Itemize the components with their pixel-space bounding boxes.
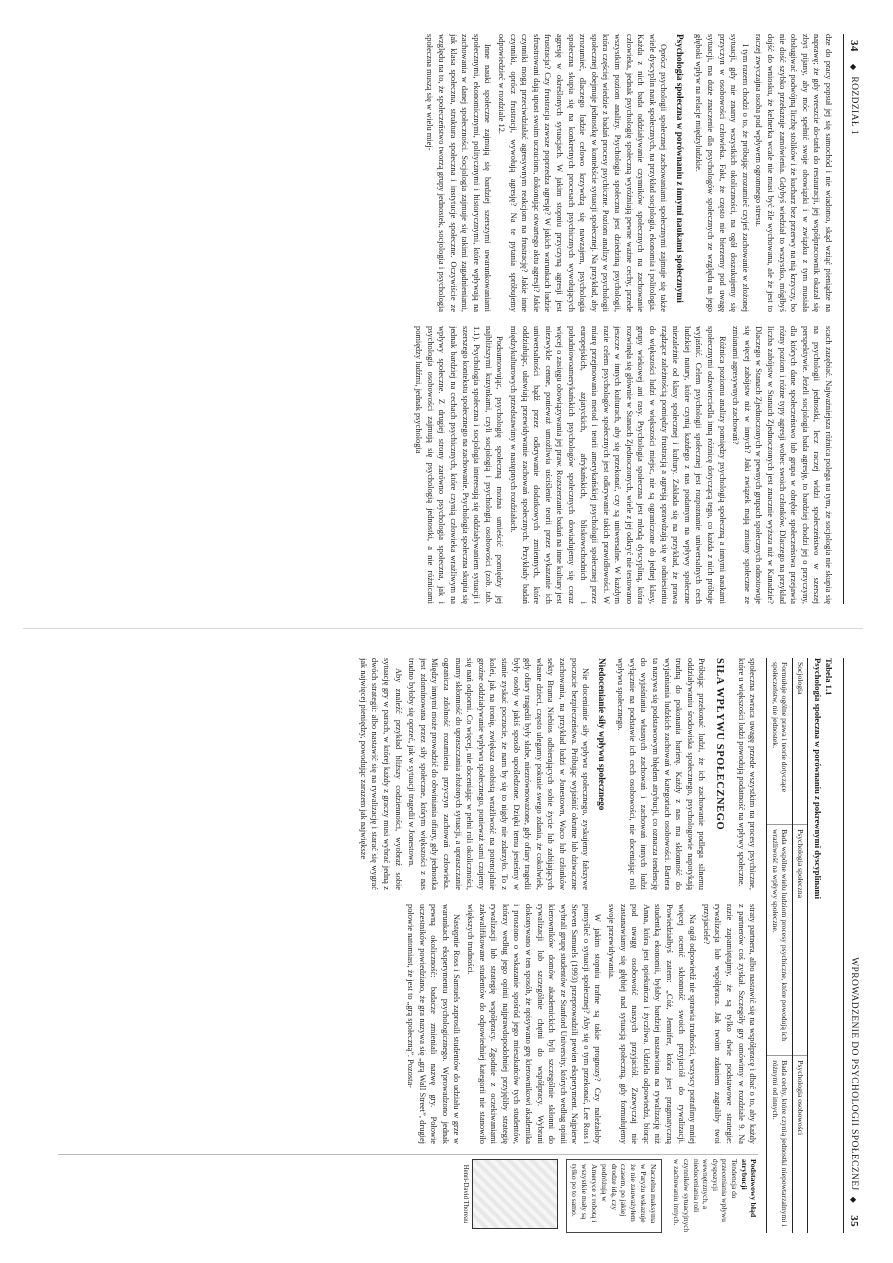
right-page [0, 636, 893, 1263]
paragraph: Inne nauki społeczne zajmują się bardziej szerszymi uwarunkowaniami społecznymi, ekonomicznymi, politycznymi i historycznymi, które wpływają na zachowania w danej społeczności. Socjologia zajmuje się takimi zagadnieniami, jak klasa społeczna, struktura społeczna i instytucje społeczne. Oczywiście ze względu na to, że społeczeństwo tworzą grupy jednostek, socjologia i psychologia społeczna muszą się w wielu miej- [425, 34, 493, 312]
margin-quote [462, 1159, 662, 1233]
table-row [767, 658, 793, 1233]
paragraph: Nie docenianie siły wpływu społecznego, zyskujemy fałszywe poczucie bezpieczeństwa. Próbując wyjaśnić okrutne lub dziwaczne zachowania, na przykład ludzi w Jonestown, Waco lub członków sekty Brama Niebios odbierających sobie życie lub zabijających własne dzieci, często ulegamy pokusie swego zdania, że cokolwiek, gdy ofiary tragedii były słabe, niezrównoważone, gdy ofiary tragedii były osoby w jakiś sposób upośledzone. Dzięki temu jesteśmy w stanie zyskać poczucie, że nam by się to nigdy nie zdarzyło. To z kolei, jak na ironię, zwiększa osobistą wrażliwość na potencjalnie groźne oddziaływanie wpływu społecznego, ponieważ sami czujemy się nań odporni. Co więcej, nie doceniając w pełni roli okoliczności, mamy skłonność do upraszczania złożonych sytuacji, a upraszczanie ogranicza zdolność rozumienia przyczyn zachowań człowieka. Między innymi może prowadzić do obwiniania ofiary, gdy jednostka jest zdominowana przez siły społeczne, którym większości z nas trudno byłoby się oprzeć, jak w sytuacji tragedii w Jonestown. [407, 658, 591, 890]
paragraph: straty partnera, albo nastawić się na współpracę i dbać o to, aby każdy z partnerów coś zyskał. Szczegóły gry omówimy w rozdziale 9. Na razie zapamiętajmy, że są tylko dwie podstawowe strategie: rywalizacja lub współpraca. Jak twoim zdaniem zagraliby twoi przyjaciele? [701, 904, 758, 1144]
paragraph: Na ogół odpowiedź nie sprawia trudności, wszyscy potrafimy mniej więcej ocenić skłonność swoich przyjaciół do rywalizacji. Powiedziałbyś zatem: „Cóż, Jennifer, która jest pragmatyczną studentką ekonomii, byłaby bardziej nastawiona na rywalizację niż Anna, która jest opiekuńcza i życzliwa. Udziela odpowiedzi, biorąc pod uwagę osobowość naszych przyjaciół. Zazwyczaj nie zastanawiamy się głębiej nad sytuacją społeczną, gdy formułujemy swoje przewidywania. [607, 904, 698, 1144]
left-page [0, 0, 893, 624]
paragraph: społeczna zwraca uwagę przede wszystkim na procesy psychiczne, które u większości ludzi powodują podatność na wpływy społeczne. [736, 658, 758, 890]
right-page-number: 35 [847, 1215, 860, 1227]
right-page-column-2 [58, 904, 758, 1144]
right-running-head [843, 658, 865, 1233]
table-caption [812, 658, 834, 1233]
table-1-1 [766, 658, 834, 1233]
paragraph: Następnie Ross i Samuels zaprosili studentów do udziału w grze w warunkach eksperymentu psychologicznego. Wprowadzono jednak pewną okoliczność: badacze zmieniali nazwę gry. Połowie uczestników powiedziano, że gra nazywa się „grą Wall Street”, drugiej połowie natomiast, że jest to „grą społeczną”. Pozosta- [406, 904, 462, 1144]
paragraph: dze do pracy popsuł jej się samochód i nie wiadomo, skąd wziąć pieniądze na naprawę; że gdy wreszcie do-tarła do restauracji, jej współpracownik okazał się zbyt pijany, aby móc spełnić swoje obowiązki i w związku z tym musiała obsługiwać podwójną liczbę stolików i że kucharz bez przerwy na nią krzyczy, bo nie dość szybko przekazuje zamówienia. Gdybyś wiedział to wszystko, mógłbyś dojść do wniosku, że kelnerka wcale nie musi być źle wychowana, ale że jest to raczej zwyczajna osoba pod wpływem ogromnego stresu. [754, 34, 833, 312]
paragraph: Oprócz psychologii społecznej zachowaniami społecznymi zajmuje się także wiele dyscyplin nauk społecznych, na przykład socjologia, ekonomia i politologia. Każda z nich bada oddziaływanie czynników społecznych na zachowanie człowieka, jednak psychologię społeczną wyróżniają pewne ważne cechy, przede wszystkim poziom analizy. Psychologia społeczna jest dziedziną psychologii, która częściej wiedzie z badań procesy psychiczne. Poziom analizy w psychologii społecznej obejmuje jednostkę w kontekście sytuacji społecznej. Na przykład, aby zrozumieć, dlaczego ludzie celowo krzywdzą się nawzajem, psychologia społeczna skupia się na konkretnych procesach psychicznych wywołujących agresję w określonych sytuacjach. W jakim stopniu przyczyną agresji jest frustracja? Czy frustracja zawsze poprzedza agresję? W jakich warunkach ludzie sfrustrowani dają upust swoim uczuciom, dokonując otwartego aktu agresji? Jakie czynniki mogą przeciwdziałać agresywnym reakcjom na frustrację? Jakie inne czynniki, oprócz frustracji, wywołują agresję? Na te pytania spróbujemy odpowiedzieć w rozdziale 12. [497, 34, 669, 312]
paragraph: Podsumowując, psychologię społeczną można umieścić pomiędzy jej najbliższymi kuzynkami, czyli socjologią i psychologią osobowości (zob. tab. 1.1). Psychologia społeczna i socjologia interesują się oddziaływaniem sytuacji i szerszego kontekstu społecznego na zachowanie. Psychologia społeczna skupia się jednak bardziej na cechach psychicznych, które czynią człowieka wrażliwym na wpływy społeczne. Z drugiej strony zarówno psychologia społeczna, jak i psychologia osobowości zajmują się psychologią jednostki, a nie różnicami pomiędzy ludźmi, jednak psychologia [414, 326, 505, 604]
left-page-column-2 [12, 326, 834, 604]
table-cell: Formułuje ogólne prawa i teorie dotyczące społeczeństw, nie jednostek. [767, 658, 793, 825]
table-header-cell: Socjologia [793, 658, 808, 825]
section-heading: Niedocenianie siły wpływu społecznego [596, 658, 607, 811]
paragraph: I tym razem chodzi o to, że próbując zrozumieć czyjeś zachowanie w złożonej sytuacji, gdy nie znamy wszystkich okoliczności, na ogół doszukujemy się przyczyn w osobowości człowieka. Fakt, że często nie bierzemy pod uwagę sytuacji, ma duże znaczenie dla psychologów społecznych ze względu na jego głęboki wpływ na relacje międzyludzkie. [694, 34, 750, 312]
table-cell: Bada wspólne wielu ludziom procesy psychiczne, które powodują ich wrażliwość na wpływy społeczne. [767, 825, 793, 1056]
diamond-separator-icon: ◆ [848, 1196, 858, 1204]
diamond-separator-icon: ◆ [848, 63, 858, 71]
left-running-head [843, 34, 865, 604]
glossary-term [672, 1159, 758, 1233]
section-heading: SIŁA WPŁYWU SPOŁECZNEGO [714, 658, 726, 831]
paragraph: Różnica poziomu analizy pomiędzy psychologią społeczną a innymi naukami społecznymi odzwierciedla inną różnicę dotyczącą tego, co każda z nich próbuje wyjaśnić. Celem psychologii społecznej jest rozpoznanie uniwersalnych cech ludzkiej natury, które czynią każdego z nas podatnym na wpływy społeczne niezależnie od klasy społecznej i kultury. Zakłada się na przykład, że prawa rządzące zależnością pomiędzy frustracją a agresją sprawdzają się w odniesieniu do większości ludzi w większości miejsc, nie są ograniczone do jednej klasy, grupy wiekowej ani rasy. Psychologia społeczna jest młodą dyscypliną, która rozwinęła się głównie w Stanach Zjednoczonych, wiele z jej odkryć nie testowano jeszcze w innych kulturach, aby się przekonać, czy są uniwersalne. W każdym razie celem psychologów społecznych jest odkrywanie takich prawidłowości. W miarę przejmowania metod i teorii amerykańskiej psychologii społecznej przez europejskich, azjatyckich, afrykańskich, bliskowschodnich i południowoamerykańskich psychologów społecznych dowiadujemy się coraz więcej o zasięgu obowiązywania jej praw. Rozszerzanie badań na inne kultury jest niezwykle cenne, ponieważ umożliwia uściślenie teorii przez wykazanie ich uniwersalności bądź przez odkrywanie dodatkowych zmiennych, które oddziałując, ułatwiają przewidywanie zachowań społecznych. Przykłady badań międzykulturowych przedstawimy w następnych rozdziałach. [508, 326, 727, 604]
portrait-image [462, 1159, 558, 1229]
left-chapter-label: ROZDZIAŁ 1 [848, 76, 859, 135]
right-chapter-label: WPROWADZENIE DO PSYCHOLOGII SPOŁECZNEJ [848, 957, 859, 1191]
paragraph: Próbując przekonać ludzi, że ich zachowanie podlega silnemu oddziaływaniu środowiska społecznego, psychologowie napotykają trudną do pokonania barierę. Każdy z nas ma skłonność do wyjaśniania ludzkich zachowań w kategoriach osobowości. Bariera ta nazywa się podstawowym błędem atrybucji, co oznacza tendencję do wyjaśniania własnych zachowań i zachowań innych ludzi wyłącznie na podstawie ich cech osobowości, nie doceniając roli wpływu społecznego. [616, 658, 707, 890]
table-label: Tabela 1.1 [824, 658, 834, 696]
glossary-term-definition: Tendencja do przeceniania wpływu dyspozycji wewnętrznych, a niedoceniania roli czynników sytuacyjnych w zachowaniu innych. [672, 1159, 740, 1233]
table-title: Psychologia społeczna w porównaniu z pokrewnymi dyscyplinami [813, 658, 823, 899]
margin-sidebar [58, 1154, 758, 1233]
table-header-cell: Psychologia osobowości [793, 1056, 808, 1233]
paragraph: Aby znaleźć przykład bliższy codzienności, wyobraź sobie sytuację gry w parach, w której każdy z graczy musi wybrać jedną z dwóch strategii: albo nastawić się na rywalizację i starać się wygrać jak najwięcej pieniędzy, powodując zarazem jak największe [358, 658, 403, 890]
right-page-column-1 [58, 658, 758, 890]
section-heading: Psychologia społeczna w porównaniu z innymi naukami społecznymi [674, 34, 685, 303]
right-page-column-2-wrap [58, 904, 758, 1233]
page-gutter [23, 628, 863, 629]
glossary-term-title: Podstawowy błąd atrybucji [739, 1159, 759, 1218]
table-cell: Bada cechy, które czynią jednostki niepowtarzalnymi i różnymi od innych. [767, 1056, 793, 1233]
photo-caption: Henri-David Thoreau [462, 1164, 470, 1224]
table-header-cell: Psychologia społeczna [793, 825, 808, 1056]
left-page-column-1 [12, 34, 834, 312]
paragraph: W jakim stopniu trafne są takie prognozy? Czy należałoby pomyśleć o sytuacji społecznej? Aby się o tym przekonać, Lee Ross i Steven Samuels (1993) przeprowadzili pewien eksperyment. Najpierw wybrali grupę studentów ze Stanford University, których według opinii kierowników domów akademickich byli szczególnie skłonni do rywalizacji lub szczególnie chętni do współpracy. Wybrani dokonywano w ten sposób, że opisywano grę kierownikowi akademika i proszono o wskazanie spośród jego mieszkańców tych studentów, którzy według jego opinii najprawdopodobniej przyjęliby strategię rywalizacji lub strategię współpracy. Zgodnie z oczekiwaniami zakwalifikowane studentów do odpowiedniej kategorii nie stanowiło większych trudności. [465, 904, 603, 1144]
comparison-table [766, 658, 808, 1233]
left-page-number: 34 [847, 40, 860, 52]
paragraph: scach zazębiać. Najważniejsza różnica polega na tym, że socjologia nie skupia się na psychologii jednostki, lecz raczej widzi społeczeństwo w szerszej perspektywie. Jeżeli socjologia bada agresję, to bardziej chodzi jej o przyczyny, dla których dane społeczeństwo lub grupa w obrębie społeczeństwa przejawia różny poziom i różne typy agresji wobec swoich członków. Dlaczego na przykład liczba zabójstw w Stanach Zjednoczonych jest znacznie wyższa niż w Kanadzie? Dlaczego w Stanach Zjednoczonych w pewnych grupach społecznych odnotowuje się więcej zabójstw niż w innych? Jaki związek mają zmiany społeczne ze zmianami agresywnych zachowań? [731, 326, 833, 604]
quote-text: Naczelna maksyma w Paryżu wskazuje że nie zauważyłem czasem, po jakiej drodze idą, czy podróżują w Ameryce z robotą i wszystkie mały są tylko po to samo. [566, 1159, 662, 1233]
